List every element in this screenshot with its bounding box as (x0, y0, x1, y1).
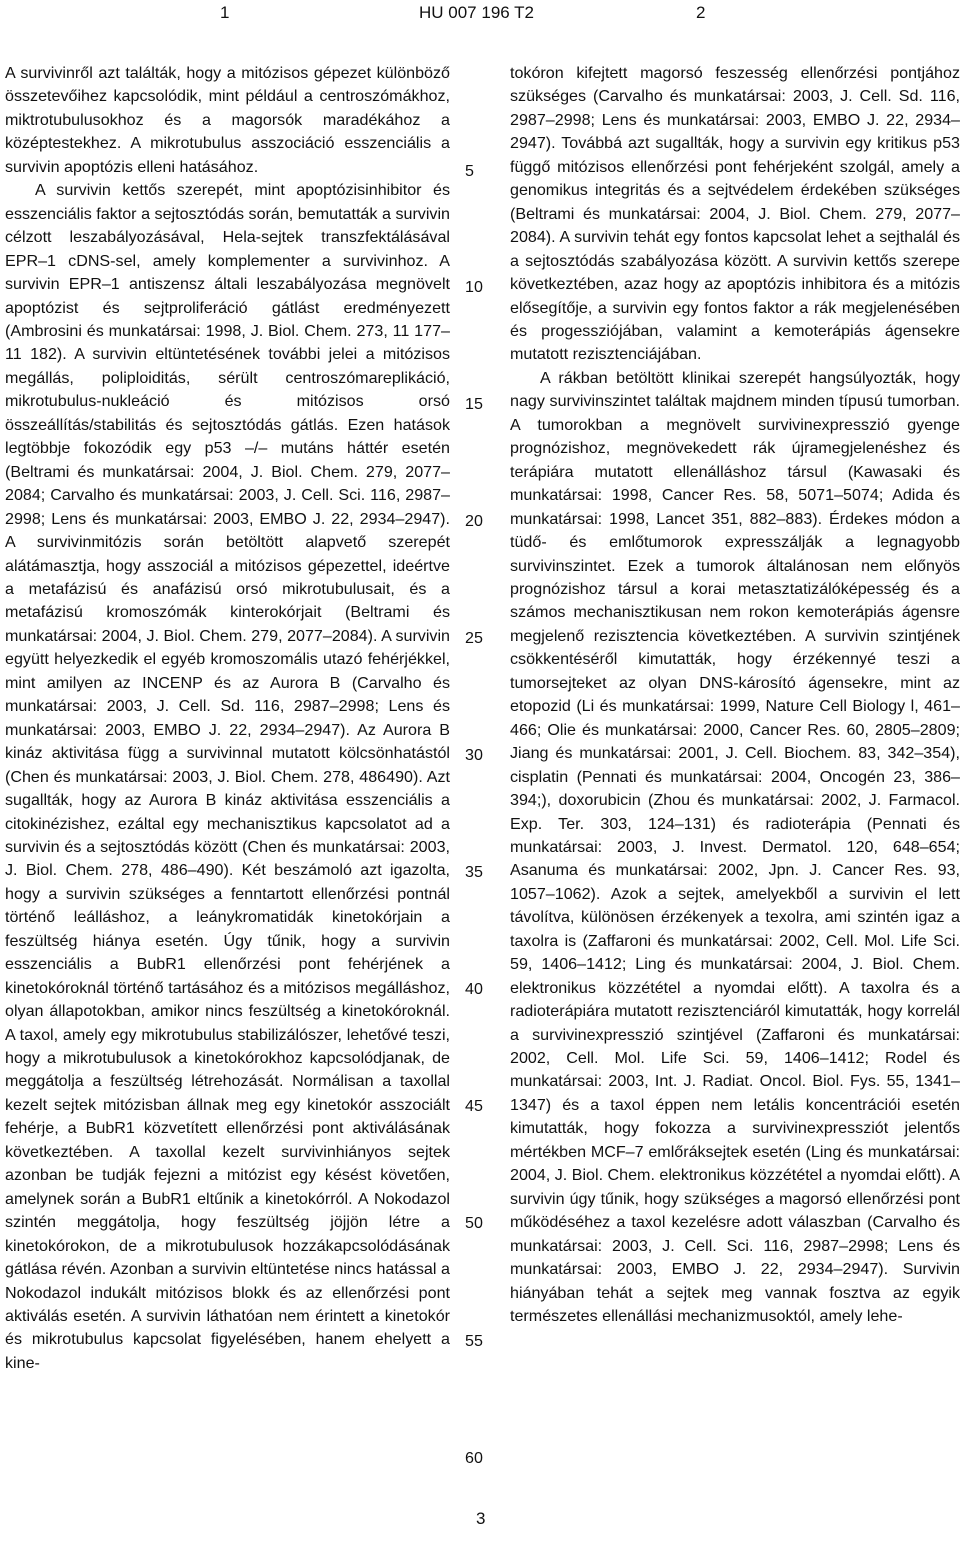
right-paragraph-2: A rákban betöltött klinikai szerepét hangsúlyozták, hogy nagy survivinszintet találtak majdnem minden típusú tumorban. A tumorokban a megnövelt survivinexpresszió gyenge prognózishoz, megnövekedett rák újramegjelenéshez és terápiára mutatott ellenálláshoz társul (Kawasaki és munkatársai: 1998, Cancer Res. 58, 5071–5074; Adida és munkatársai: 1998, Lancet 351, 882–883). Érdekes módon a tüdő- és emlőtumorok expresszálják a legnagyobb survivinszintet. Ezek a tumorok általánosan nem előnyös prognózishoz társul a korai metasztatizálóképesség és a számos mechanisztikusan nem rokon kemoterápiás ágensre megjelenő rezisztencia következtében. A survivin szintjének csökkentéséről kimutatták, hogy érzékennyé teszi a tumorsejteket az olyan DNS-károsító ágensekre, mint az etopozid (Li és munkatársai: 1999, Nature Cell Biology l, 461–466; Olie és munkatársai: 2000, Cancer Res. 60, 2805–2809; Jiang és munkatársai: 2001, J. Cell. Biochem. 83, 342–354), cisplatin (Pennati és munkatársai: 2004, Oncogén 23, 386–394;), doxorubicin (Zhou és munkatársai: 2002, J. Farmacol. Exp. Ter. 303, 124–131) és radioterápia (Pennati és munkatársai: 2003, J. Invest. Dermatol. 120, 648–654; Asanuma és munkatársai: 2002, Jpn. J. Cancer Res. 93, 1057–1062). Azok a sejtek, amelyekből a survivin el lett távolítva, különösen érzékenyek a texolra, ami szintén igaz a taxolra is (Zaffaroni és munkatársai: 2002, Cell. Mol. Life Sci. 59, 1406–1412; Ling és munkatársai: 2004, J. Biol. Chem. elektronikus közzététel a nyomdai előtt). A taxolra és a radioterápiára mutatott rezisztenciáról kimutatták, hogy korrelál a survivinexpresszió szintjével (Zaffaroni és munkatársai: 2002, Cell. Mol. Life Sci. 59, 1406–1412; Rodel és munkatársai: 2003, Int. J. Radiat. Oncol. Biol. Fys. 55, 1341–1347) és a taxol éppen nem letális koncentrációi esetén kimutatták, hogy fokozza a survivinexpressziót jelentős mértékben MCF–7 emlőráksejtek esetén (Ling és munkatársai: 2004, J. Biol. Chem. elektronikus közzététel a nyomdai előtt). A survivin úgy tűnik, hogy szükséges a magorsó ellenőrzési pont működéséhez a taxol kezelésre adott válaszban (Carvalho és munkatársai: 2003, J. Cell. Sci. 116, 2987–2998; Lens és munkatársai: 2003, EMBO J. 22, 2934–2947). Survivin hiányában tehát a sejtek meg vannak fosztva az egyik természetes ellenállási mechanizmusoktól, amely lehe- (510, 368, 960, 1326)
line-number-45: 45 (465, 1097, 483, 1115)
line-number-30: 30 (465, 746, 483, 764)
left-paragraph-1: A survivinről azt találták, hogy a mitózisos gépezet különböző összetevőihez kapcsolódik, mint például a centroszómákhoz, miktrotubulusokhoz és a magorsók maradékához a középtestekhez. A mikrotubulus asszociáció esszenciális a survivin apoptózis elleni hatásához. (5, 64, 450, 176)
line-number-50: 50 (465, 1214, 483, 1232)
footer-page-number: 3 (476, 1509, 486, 1528)
line-number-15: 15 (465, 395, 483, 413)
line-number-25: 25 (465, 629, 483, 647)
line-number-40: 40 (465, 980, 483, 998)
left-column (5, 62, 450, 1375)
right-paragraph-1: tokóron kifejtett magorsó feszesség ellenőrzési pontjához szükséges (Carvalho és munkatársai: 2003, J. Cell. Sd. 116, 2987–2998; Lens és munkatársai: 2003, EMBO J. 22, 2934–2947). Továbbá azt sugallták, hogy a survivin egy kritikus p53 függő mitózisos ellenőrzési pont fehérjeként szolgál, amely a genomikus integritás és a sejtvédelem érdekében szükséges (Beltrami és munkatársai: 2004, J. Biol. Chem. 279, 2077–2084). A survivin tehát egy fontos kapcsolat lehet a sejthalál és a sejtosztódás szabályozása között. A survivin kettős szerepe következtében, azaz hogy az apoptózis inhibitora és a mitózis elősegítője, a survivin egy fontos faktor a rák megjelenésében és progessziójában, valamint a kemoterápiás ágensekre mutatott rezisztenciájában. (510, 64, 960, 364)
header-page-right: 2 (696, 3, 706, 22)
line-number-5: 5 (465, 162, 474, 180)
left-paragraph-2: A survivin kettős szerepét, mint apoptózisinhibitor és esszenciális faktor a sejtosztódás során, bemutatták a survivin célzott leszabályozásával, Hela-sejtek transzfektálásával EPR–1 cDNS-sel, amely komplementer a survivinhoz. A survivin EPR–1 antiszensz általi leszabályozása megnövelt apoptózist és sejtproliferáció gátlást eredményezett (Ambrosini és munkatársai: 1998, J. Biol. Chem. 273, 11 177–11 182). A survivin eltüntetésének további jelei a mitózisos megállás, poliploiditás, sérült centroszómareplikáció, mikrotubulus-nukleáció és mitózisos orsó összeállítás/stabilitás és sejtosztódás gátlás. Ezen hatások legtöbbje fokozódik egy p53 –/– mutáns háttér esetén (Beltrami és munkatársai: 2004, J. Biol. Chem. 279, 2077–2084; Carvalho és munkatársai: 2003, J. Cell. Sci. 116, 2987–2998; Lens és munkatársai: 2003, EMBO J. 22, 2934–2947). A survivinmitózis során betöltött alapvető szerepét alátámasztja, hogy asszociál a mitózisos gépezettel, ideértve a metafázisú és anafázisú orsó mikrotubulusait, és a metafázisú kromoszómák kinterokórjait (Beltrami és munkatársai: 2004, J. Biol. Chem. 279, 2077–2084). A survivin együtt helyezkedik el egyéb kromoszomális utazó fehérjékkel, mint amilyen az INCENP és az Aurora B (Carvalho és munkatársai: 2003, J. Cell. Sd. 116, 2987–2998; Lens és munkatársai: 2003, EMBO J. 22, 2934–2947). Az Aurora B kináz aktivitása függ a survivinnal mutatott kölcsönhatástól (Chen és munkatársai: 2003, J. Biol. Chem. 278, 486490). Azt sugallták, hogy az Aurora B kináz aktivitása esszenciális a citokinézishez, ezáltal egy mechanisztikus kapcsolatot ad a survivin és a sejtosztódás között (Chen és munkatársai: 2003, J. Biol. Chem. 278, 486–490). Két beszámoló azt igazolta, hogy a survivin szükséges a fenntartott ellenőrzési pontnál történő leálláshoz, a leánykromatidák kinetokórjain a feszültség hiánya esetén. Úgy tűnik, hogy a survivin esszenciális a BubR1 ellenőrzési pont fehérjének a kinetokóroknál történő tartásához és a mitózisos megálláshoz, olyan állapotokban, amikor nincs feszültség a kinetokóroknál. A taxol, amely egy mikrotubulus stabilizálószer, lehetővé teszi, hogy a mikrotubulusok a kinetokórokhoz kapcsolódjanak, de meggátolja a feszültség létrehozását. Normálisan a taxollal kezelt sejtek mitózisban állnak meg egy kinetokór asszociált fehérje, a BubR1 közvetített ellenőrzési pont aktiválásának következtében. A taxollal kezelt survivinhiányos sejtek azonban be tudják fejezni a mitózist egy késést követően, amelynek során a BubR1 eltűnik a kinetokórról. A Nokodazol szintén meggátolja, hogy feszültség jöjjön létre a kinetokórokon, de a mikrotubulusok hozzákapcsolódásának gátlása révén. Azonban a survivin eltüntetése nincs hatással a Nokodazol indukált mitózisos blokk és az ellenőrzési pont aktiválás esetén. A survivin láthatóan nem érintett a kinetokór és mikrotubulus kapcsolat figyelésében, hanem ehelyett a kine- (5, 181, 450, 1372)
header-document-number: HU 007 196 T2 (419, 3, 534, 22)
line-number-10: 10 (465, 278, 483, 296)
line-number-35: 35 (465, 863, 483, 881)
header-page-left: 1 (220, 3, 230, 22)
line-number-55: 55 (465, 1332, 483, 1350)
right-column (510, 62, 960, 1328)
line-number-60: 60 (465, 1449, 483, 1467)
line-number-20: 20 (465, 512, 483, 530)
